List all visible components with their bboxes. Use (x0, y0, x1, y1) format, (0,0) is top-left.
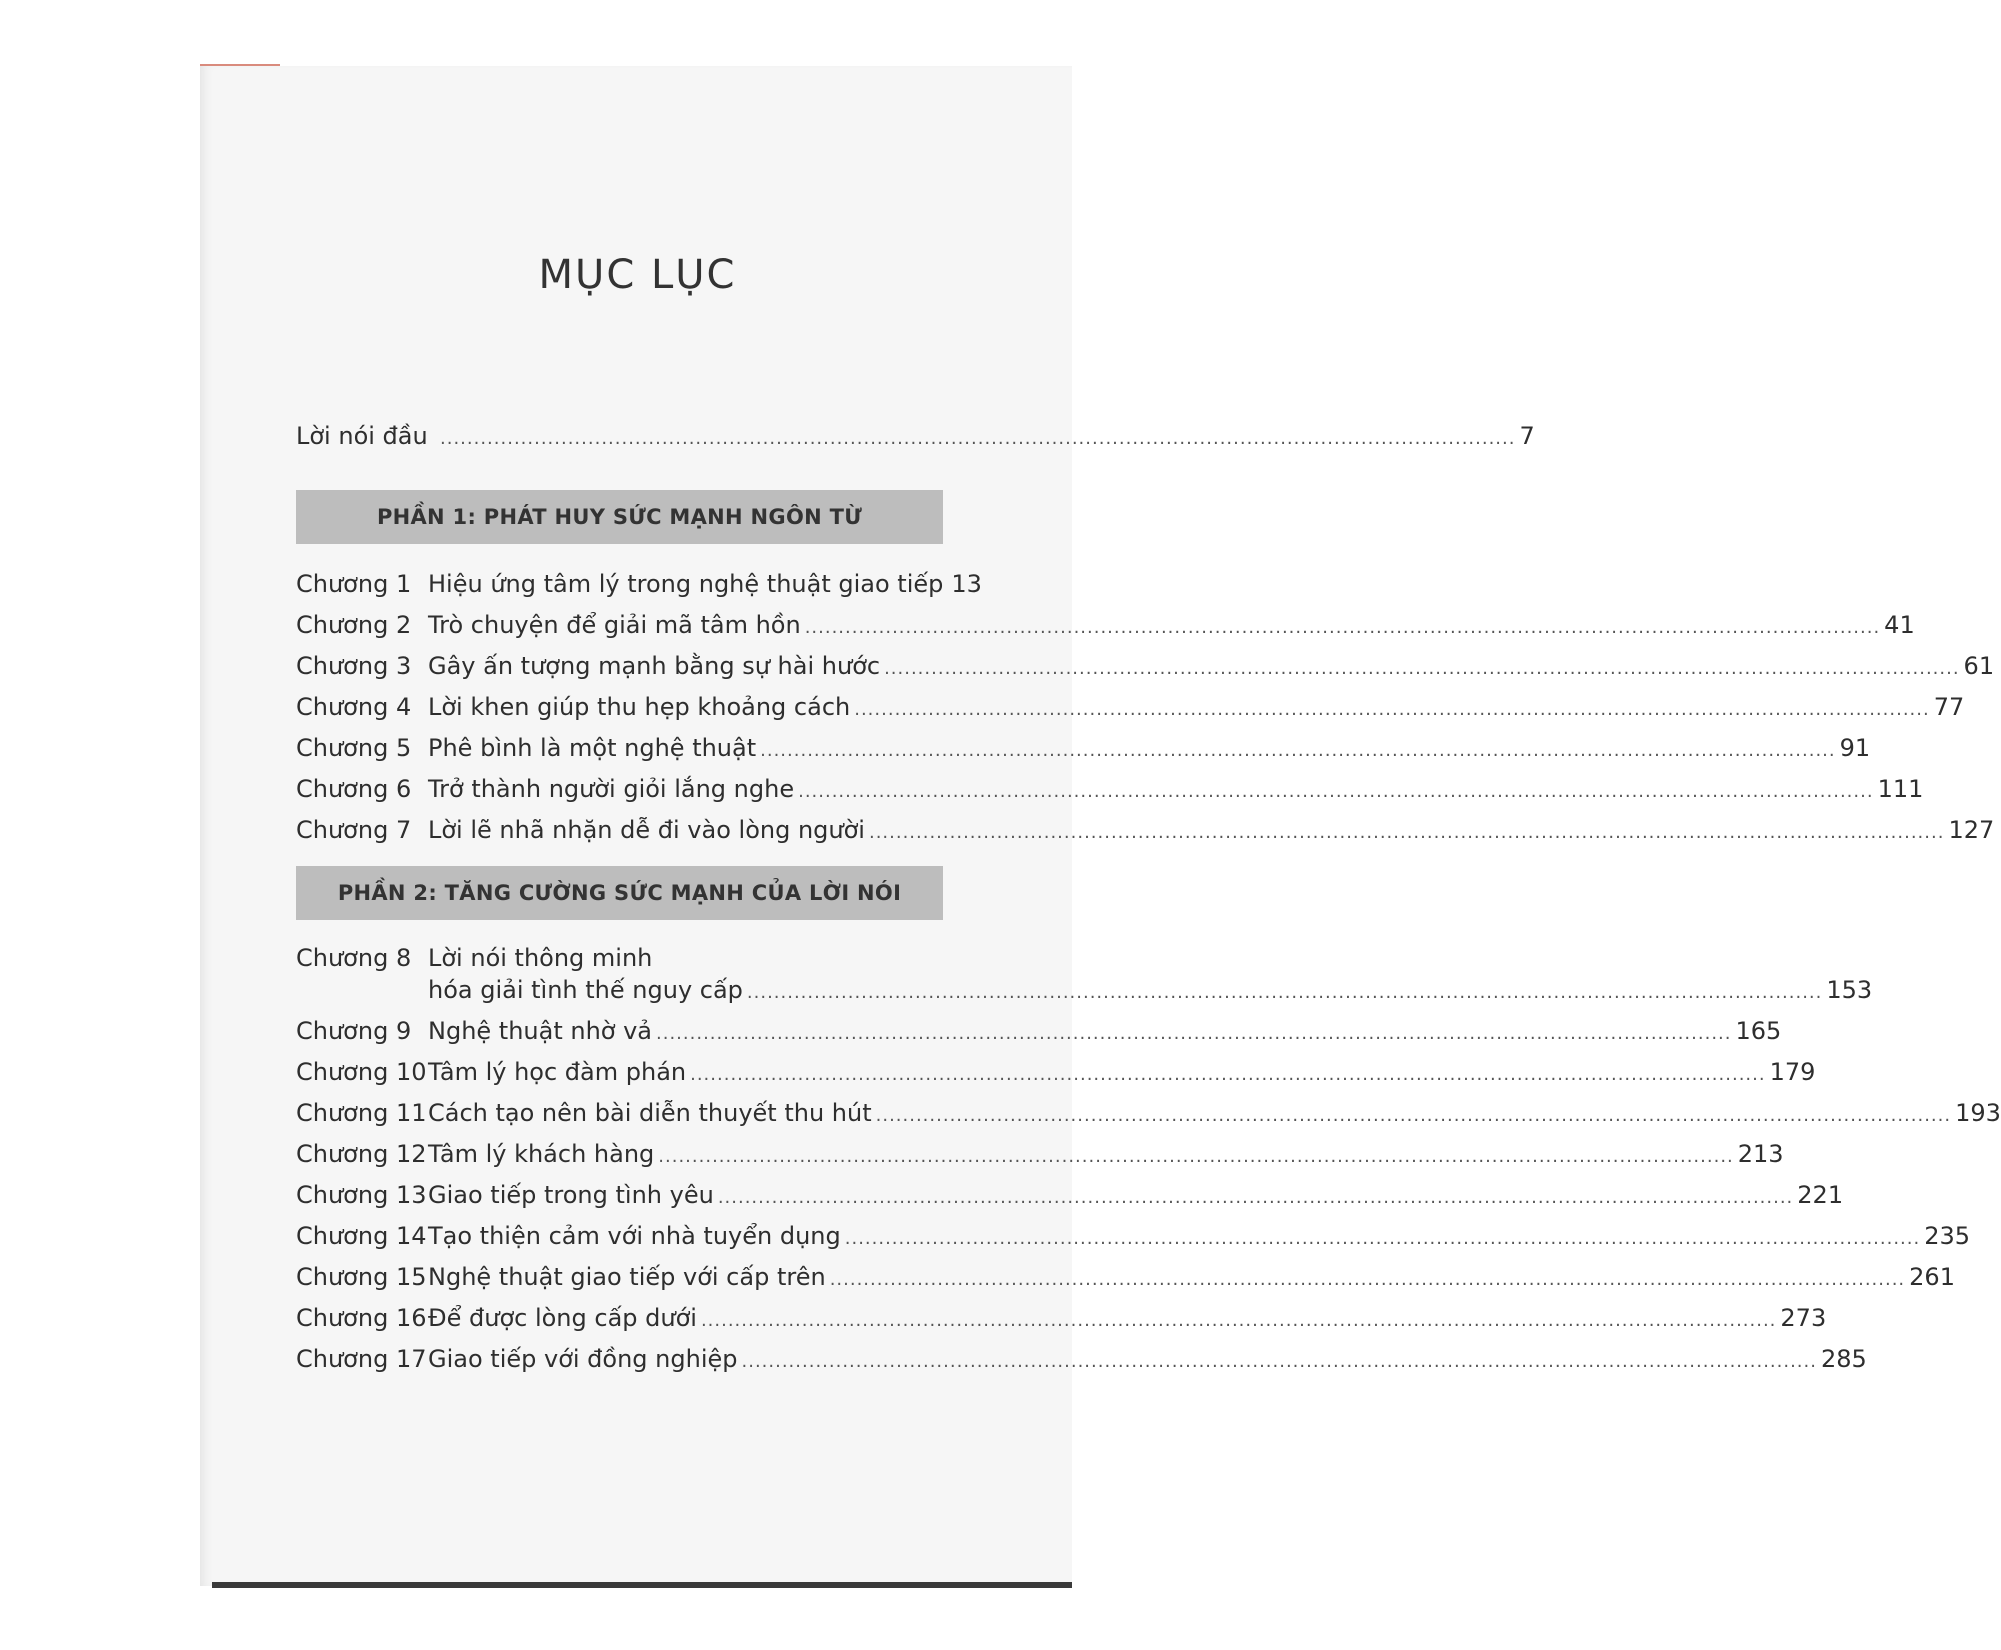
chapter-title: Lời nói thông minh (428, 944, 653, 972)
chapter-title: Phê bình là một nghệ thuật (428, 734, 757, 762)
toc-entry-chapter-1[interactable] (296, 566, 982, 598)
chapter-title: Gây ấn tượng mạnh bằng sự hài hước (428, 652, 881, 680)
toc-leader-dots: ................................................................................................................................................................ (741, 1351, 1817, 1372)
chapter-title: Cách tạo nên bài diễn thuyết thu hút (428, 1099, 872, 1127)
chapter-label: Chương 14 (296, 1222, 427, 1250)
chapter-page-number: 285 (1820, 1345, 1867, 1373)
toc-entry-chapter-4[interactable] (296, 689, 1965, 721)
toc-leader-dots: ................................................................................................................................................................ (760, 740, 1836, 761)
chapter-label: Chương 15 (296, 1263, 427, 1291)
toc-leader-dots: ................................................................................................................................................................ (875, 1105, 1952, 1126)
chapter-title: Hiệu ứng tâm lý trong nghệ thuật giao tiếp (428, 570, 944, 598)
chapter-label: Chương 2 (296, 611, 412, 639)
chapter-page-number: 273 (1780, 1304, 1827, 1332)
toc-leader-dots: ................................................................................................................................................................ (658, 1146, 1734, 1167)
chapter-title: Tạo thiện cảm với nhà tuyển dụng (428, 1222, 841, 1250)
toc-entry-chapter-7[interactable] (296, 812, 1995, 844)
chapter-page-number: 41 (1884, 611, 1915, 639)
chapter-label: Chương 13 (296, 1181, 427, 1209)
chapter-title: Lời khen giúp thu hẹp khoảng cách (428, 693, 851, 721)
chapter-page-number: 165 (1735, 1017, 1782, 1045)
chapter-label: Chương 9 (296, 1017, 412, 1045)
chapter-label: Chương 6 (296, 775, 412, 803)
chapter-title: Trò chuyện để giải mã tâm hồn (428, 611, 801, 639)
toc-leader-dots: ................................................................................................................................................................ (854, 699, 1930, 720)
chapter-page-number: 235 (1924, 1222, 1971, 1250)
chapter-label: Chương 11 (296, 1099, 427, 1127)
chapter-label: Chương 4 (296, 693, 412, 721)
chapter-label: Chương 12 (296, 1140, 427, 1168)
chapter-page-number: 153 (1826, 976, 1873, 1004)
toc-entry-chapter-6[interactable] (296, 771, 1924, 803)
chapter-page-number: 193 (1955, 1099, 2001, 1127)
chapter-page-number: 61 (1963, 652, 1995, 680)
chapter-title: Lời lẽ nhã nhặn dễ đi vào lòng người (428, 816, 865, 844)
page-bottom-edge (212, 1582, 1072, 1588)
chapter-label: Chương 10 (296, 1058, 427, 1086)
page-title: MỤC LỤC (538, 252, 737, 298)
chapter-label: Chương 8 (296, 944, 412, 972)
chapter-title-continued: hóa giải tình thế nguy cấp (428, 976, 743, 1004)
chapter-page-number: 213 (1737, 1140, 1784, 1168)
toc-entry-title: Lời nói đầu (296, 422, 428, 450)
chapter-title: Tâm lý khách hàng (428, 1140, 655, 1168)
toc-leader-dots: ................................................................................................................................................................ (440, 428, 1516, 449)
section-heading-2: PHẦN 2: TĂNG CƯỜNG SỨC MẠNH CỦA LỜI NÓI (296, 866, 943, 920)
chapter-label: Chương 16 (296, 1304, 427, 1332)
chapter-page-number: 13 (951, 570, 982, 598)
chapter-title: Tâm lý học đàm phán (428, 1058, 687, 1086)
toc-leader-dots: ................................................................................................................................................................ (798, 781, 1874, 802)
chapter-title: Trở thành người giỏi lắng nghe (428, 775, 795, 803)
toc-entry-chapter-9[interactable] (296, 1013, 1782, 1045)
toc-entry-chapter-8-continued[interactable] (428, 972, 1873, 1004)
chapter-page-number: 111 (1877, 775, 1924, 803)
toc-entry-chapter-12[interactable] (296, 1136, 1784, 1168)
chapter-label: Chương 17 (296, 1345, 427, 1373)
toc-entry-chapter-15[interactable] (296, 1259, 1955, 1291)
toc-entry-chapter-14[interactable] (296, 1218, 1971, 1250)
toc-entry-chapter-10[interactable] (296, 1054, 1816, 1086)
chapter-title: Nghệ thuật giao tiếp với cấp trên (428, 1263, 826, 1291)
chapter-title: Để được lòng cấp dưới (428, 1304, 697, 1332)
chapter-page-number: 221 (1797, 1181, 1844, 1209)
chapter-page-number: 261 (1909, 1263, 1955, 1291)
toc-entry-chapter-5[interactable] (296, 730, 1871, 762)
chapter-label: Chương 3 (296, 652, 412, 680)
chapter-title: Nghệ thuật nhờ vả (428, 1017, 653, 1045)
chapter-label: Chương 7 (296, 816, 412, 844)
toc-leader-dots: ................................................................................................................................................................ (868, 822, 1945, 843)
toc-leader-dots: ................................................................................................................................................................ (746, 982, 1823, 1003)
toc-leader-dots: ................................................................................................................................................................ (844, 1228, 1921, 1249)
toc-entry-chapter-11[interactable] (296, 1095, 2001, 1127)
chapter-page-number: 179 (1769, 1058, 1816, 1086)
toc-entry-chapter-8[interactable] (296, 940, 943, 972)
chapter-title: Giao tiếp trong tình yêu (428, 1181, 714, 1209)
toc-leader-dots: ................................................................................................................................................................ (804, 617, 1881, 638)
chapter-label: Chương 5 (296, 734, 412, 762)
toc-leader-dots: ................................................................................................................................................................ (690, 1064, 1766, 1085)
chapter-page-number: 77 (1933, 693, 1965, 721)
toc-entry-chapter-3[interactable] (296, 648, 1995, 680)
chapter-label: Chương 1 (296, 570, 412, 598)
toc-leader-dots: ................................................................................................................................................................ (656, 1023, 1732, 1044)
section-heading-1: PHẦN 1: PHÁT HUY SỨC MẠNH NGÔN TỪ (296, 490, 943, 544)
toc-leader-dots: ................................................................................................................................................................ (829, 1269, 1906, 1290)
toc-entry-chapter-2[interactable] (296, 607, 1915, 639)
toc-entry-chapter-13[interactable] (296, 1177, 1844, 1209)
chapter-title: Giao tiếp với đồng nghiệp (428, 1345, 738, 1373)
chapter-page-number: 91 (1839, 734, 1871, 762)
toc-page-number: 7 (1519, 422, 1535, 450)
toc-entry-preface[interactable] (296, 418, 1535, 450)
toc-entry-chapter-17[interactable] (296, 1341, 1867, 1373)
toc-entry-chapter-16[interactable] (296, 1300, 1827, 1332)
chapter-page-number: 127 (1948, 816, 1995, 844)
toc-leader-dots: ................................................................................................................................................................ (700, 1310, 1777, 1331)
toc-leader-dots: ................................................................................................................................................................ (884, 658, 1960, 679)
toc-leader-dots: ................................................................................................................................................................ (717, 1187, 1794, 1208)
